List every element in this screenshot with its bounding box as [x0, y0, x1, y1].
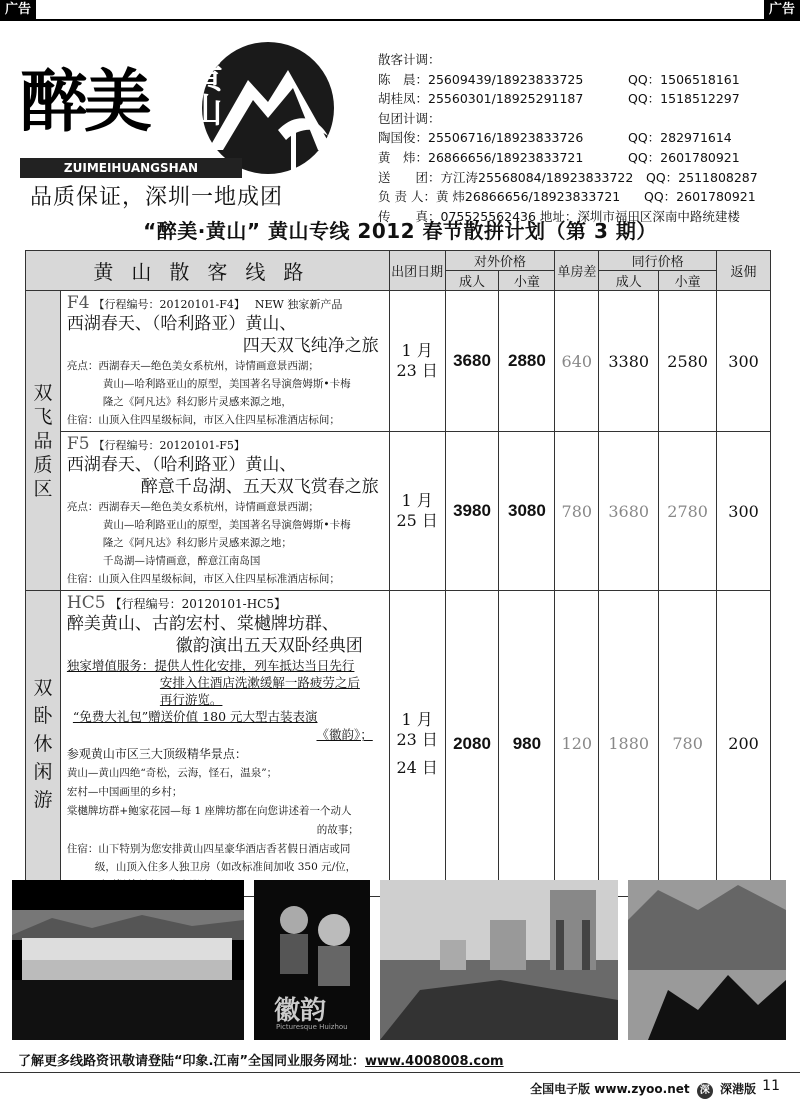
category-char: 双 [33, 381, 53, 404]
route-description [60, 591, 389, 897]
visit-line: 的故事； [316, 824, 359, 836]
route-name-line: 徽韵演出五天双卧经典团 [175, 636, 363, 656]
contact-name: 送 团： [378, 169, 441, 185]
header-peer-child: 小童 [659, 271, 717, 291]
photo-tangyue-arches [380, 880, 618, 1040]
category-char: 闲 [33, 760, 53, 783]
route-description [60, 291, 389, 432]
page-number: 11 [762, 1078, 780, 1094]
category-char: 游 [33, 788, 53, 811]
brand-name: 醉美 [20, 62, 149, 142]
category-char: 双 [33, 676, 53, 699]
peer-adult: 3680 [599, 432, 659, 591]
route-name-line: 西湖春天、（哈利路亚）黄山、 [66, 455, 297, 475]
highlight-line: 亮点：西湖春天—绝色美女系杭州，诗情画意景西湖； [66, 501, 319, 513]
category-char: 休 [33, 732, 53, 755]
peer-adult: 3380 [599, 291, 659, 432]
header-public-price: 对外价格 [445, 251, 555, 271]
page-title: “醉美·黄山” 黄山专线 2012 春节散拼计划（第 3 期） [143, 219, 657, 243]
contact-phone: 25609439/18923833725 [428, 71, 584, 87]
single-supplement: 780 [555, 432, 599, 591]
arches-photo-image [380, 880, 618, 1040]
website-text: 了解更多线路资讯敬请登陆“印象.江南”全国同业服务网址： [18, 1054, 366, 1069]
visit-line: 棠樾牌坊群+鲍家花园—每 1 座牌坊都在向您讲述着一个动人 [66, 805, 352, 817]
route-name-line: 醉美黄山、古韵宏村、棠樾牌坊群、 [66, 614, 339, 634]
brand-pinyin: ZUIMEIHUANGSHAN [20, 158, 242, 178]
highlight-line: 亮点：西湖春天—绝色美女系杭州，诗情画意景西湖； [66, 360, 319, 372]
rebate: 200 [717, 591, 771, 897]
peer-child: 2780 [659, 432, 717, 591]
edition-info [530, 1080, 756, 1099]
depart-date: 1 月 23 日 24 日 [389, 591, 445, 897]
contact-phone: 25506716/18923833726 [428, 130, 584, 146]
contact-name: 陈 晨： [378, 71, 429, 87]
contact-qq: QQ：2601780921 [644, 189, 756, 205]
lodging-line: 住宿：山下特别为您安排黄山四星豪华酒店香茗假日酒店或同 [66, 843, 351, 855]
header-peer-price: 同行价格 [599, 251, 717, 271]
header-adult: 成人 [445, 271, 499, 291]
highlight-line: 黄山—哈利路亚山的原型，美国著名导演詹姆斯•卡梅 [102, 378, 351, 390]
contact-row [378, 187, 798, 207]
contact-name: 负 责 人： [378, 189, 436, 205]
table-row [26, 291, 771, 432]
category-char: 质 [33, 453, 53, 476]
website-link[interactable]: www.4008008.com [365, 1054, 504, 1069]
contact-row [378, 128, 798, 148]
lodging-line: 住宿：山顶入住四星级标间，市区入住四星标准酒店标间； [66, 573, 340, 585]
rebate: 300 [717, 432, 771, 591]
visit-line: 参观黄山市区三大顶级精华景点： [66, 747, 247, 761]
price-adult: 2080 [445, 591, 499, 897]
route-code: F5 [66, 434, 90, 454]
contact-name: 胡桂凤： [378, 91, 429, 107]
route-description [60, 432, 389, 591]
contact-phone: 26866656/18923833721 [428, 149, 584, 165]
route-code: F4 [66, 293, 90, 313]
highlight-line: 隆之《阿凡达》科幻影片灵感来源之地； [102, 537, 292, 549]
price-adult: 3680 [445, 291, 499, 432]
header-single: 单房差 [555, 251, 599, 291]
table-row [26, 432, 771, 591]
contact-row [378, 89, 798, 109]
contact-qq: QQ：1518512297 [628, 91, 740, 107]
price-adult: 3980 [445, 432, 499, 591]
contact-name: 陶国俊： [378, 130, 429, 146]
category-flight [26, 291, 61, 591]
peaks-photo-image [628, 880, 786, 1040]
ad-tag-left: 广告 [0, 0, 36, 20]
route-code-label: 【行程编号：20120101-F5】 [93, 439, 245, 452]
route-name-line: 四天双飞纯净之旅 [242, 336, 379, 356]
header-depart: 出团日期 [389, 251, 445, 291]
service-line: 安排入住酒店洗漱缓解一路疲劳之后 [159, 675, 360, 690]
edition-region: 深港版 [719, 1082, 756, 1096]
route-code-label: 【行程编号：20120101-HC5】 [109, 597, 286, 611]
route-code-label: 【行程编号：20120101-F4】 [93, 298, 245, 311]
single-supplement: 640 [555, 291, 599, 432]
visit-line: 宏村—中国画里的乡村； [66, 786, 183, 798]
route-name-line: 西湖春天、（哈利路亚）黄山、 [66, 314, 297, 334]
photo-huangshan-peaks [628, 880, 786, 1040]
photo-hongcun-village [12, 880, 244, 1040]
single-supplement: 120 [555, 591, 599, 897]
contact-row [378, 148, 798, 168]
highlight-line: 隆之《阿凡达》科幻影片灵感来源之地， [102, 396, 292, 408]
header-route: 黄山散客线路 [26, 251, 390, 291]
contact-phone: 黄 炜26866656/18923833721 [435, 189, 621, 205]
price-child: 3080 [499, 432, 555, 591]
header-rule [0, 19, 800, 21]
ad-tag-right: 广告 [764, 0, 800, 20]
website-info [18, 1050, 504, 1069]
category-char: 卧 [33, 704, 53, 727]
gift-line: 《徽韵》； [316, 727, 373, 742]
category-char: 区 [33, 477, 53, 500]
retail-heading: 散客计调： [378, 52, 441, 67]
table-row [26, 591, 771, 897]
edition-badge: 深 [697, 1083, 713, 1099]
depart-date: 1 月 23 日 [389, 291, 445, 432]
village-photo-image [12, 880, 244, 1040]
header-rebate: 返佣 [717, 251, 771, 291]
poster-subtitle: Picturesque Huizhou [276, 1023, 348, 1031]
poster-title: 徽韵 [274, 996, 327, 1026]
route-name-line: 醉意千岛湖、五天双飞赏春之旅 [140, 477, 379, 497]
category-char: 飞 [33, 405, 53, 428]
contact-row [378, 168, 798, 188]
header-peer-adult: 成人 [599, 271, 659, 291]
contact-row [378, 70, 798, 90]
service-line: 再行游览。 [159, 692, 223, 707]
fax-address: 传 真：075525562436 地址：深圳市福田区深南中路统建楼 [378, 208, 740, 224]
route-code: HC5 [66, 593, 106, 613]
footer-rule [0, 1072, 800, 1073]
new-badge: NEW 独家新产品 [254, 298, 343, 311]
peer-child: 2580 [659, 291, 717, 432]
contact-list [378, 50, 798, 226]
brand-seal: 黄山 [182, 58, 222, 126]
highlight-line: 千岛湖—诗情画意，醉意江南岛国 [102, 555, 261, 567]
highlight-line: 黄山—哈利路亚山的原型，美国著名导演詹姆斯•卡梅 [102, 519, 351, 531]
service-line: 独家增值服务：提供人性化安排，列车抵达当日先行 [66, 658, 355, 673]
visit-line: 黄山—黄山四绝“奇松，云海，怪石，温泉”； [66, 767, 278, 779]
slogan: 品质保证，深圳一地成团 [30, 185, 284, 210]
edition-text: 全国电子版 www.zyoo.net [530, 1082, 690, 1096]
peer-child: 780 [659, 591, 717, 897]
contact-phone: 25560301/18925291187 [428, 91, 584, 107]
photo-huiyun-poster [254, 880, 370, 1040]
price-child: 2880 [499, 291, 555, 432]
header-child: 小童 [499, 271, 555, 291]
contact-qq: QQ：1506518161 [628, 71, 740, 87]
category-train [26, 591, 61, 897]
contact-qq: QQ：2511808287 [646, 169, 758, 185]
route-table [25, 250, 771, 897]
contact-qq: QQ：2601780921 [628, 149, 740, 165]
lodging-line: 住宿：山顶入住四星级标间，市区入住四星标准酒店标间； [66, 414, 340, 426]
category-char: 品 [33, 429, 53, 452]
lodging-line: 级，山顶入住多人独卫房（如改标准间加收 350 元/位， [94, 861, 357, 873]
rebate: 300 [717, 291, 771, 432]
depart-date: 1 月 25 日 [389, 432, 445, 591]
contact-name: 黄 炜： [378, 149, 429, 165]
peer-adult: 1880 [599, 591, 659, 897]
gift-line: “免费大礼包”赠送价值 180 元大型古装表演 [72, 709, 318, 724]
group-heading: 包团计调： [378, 110, 441, 126]
contact-phone: 方江涛25568084/18923833722 [440, 169, 634, 185]
contact-qq: QQ：282971614 [628, 130, 732, 146]
price-child: 980 [499, 591, 555, 897]
